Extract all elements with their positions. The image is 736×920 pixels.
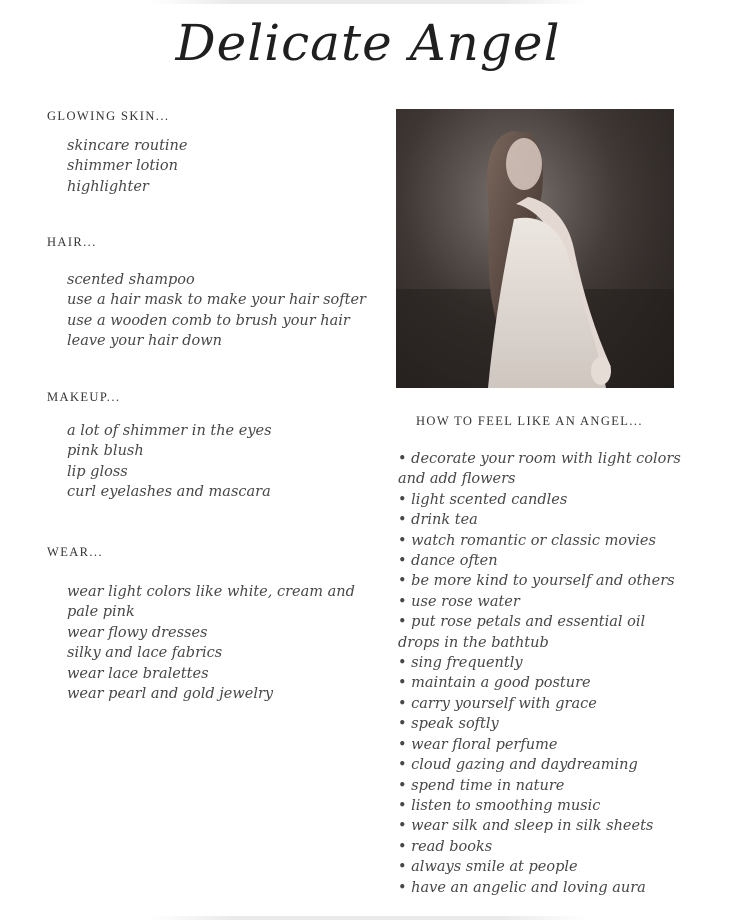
list-item: pink blush [67,443,144,460]
list-item: • put rose petals and essential oil drops in the bathtub [398,614,646,651]
page-title: Delicate Angel [175,14,561,72]
list-item: • sing frequently [398,655,523,672]
list-item: • read books [398,838,493,855]
list-item: • use rose water [398,593,520,610]
section-heading-wear: WEAR... [47,545,103,559]
section-heading-makeup: MAKEUP... [47,390,121,404]
list-item: wear flowy dresses [67,624,208,641]
list-item: use a hair mask to make your hair softer [67,292,366,309]
list-item: pale pink [67,604,135,621]
list-item: • always smile at people [398,859,578,876]
list-item: curl eyelashes and mascara [67,484,271,501]
list-item: • maintain a good posture [398,675,591,692]
list-item: leave your hair down [67,333,222,350]
list-item: • cloud gazing and daydreaming [398,757,638,774]
list-item: silky and lace fabrics [67,645,223,662]
list-item: shimmer lotion [67,158,178,175]
section-heading-angel: HOW TO FEEL LIKE AN ANGEL... [416,414,643,428]
list-item: a lot of shimmer in the eyes [67,423,272,439]
list-item: • light scented candles [398,491,568,508]
list-item: use a wooden comb to brush your hair [67,312,350,329]
list-wear [67,582,355,704]
list-makeup [67,421,272,503]
list-skin [67,136,187,197]
list-item: skincare routine [67,138,188,154]
angel-photo [396,109,674,388]
section-heading-hair: HAIR... [47,235,97,249]
list-hair [67,270,366,352]
list-item: wear lace bralettes [67,665,209,682]
list-item: • wear floral perfume [398,736,558,753]
list-item: • watch romantic or classic movies [398,532,656,549]
list-item: • dance often [398,553,498,570]
angel-figure-illustration [396,109,674,388]
list-item: highlighter [67,178,149,195]
list-item: wear pearl and gold jewelry [67,686,274,703]
section-heading-skin: GLOWING SKIN... [47,109,170,123]
list-item: • drink tea [398,512,478,529]
list-item: wear light colors like white, cream and [67,584,355,600]
list-item: • have an angelic and loving aura [398,879,646,896]
bottom-edge-shade [150,916,586,920]
list-item: lip gloss [67,463,128,480]
top-edge-shade [150,0,586,4]
list-item: • speak softly [398,716,499,733]
list-angel [398,449,683,898]
list-item: • spend time in nature [398,777,565,794]
list-item: • be more kind to yourself and others [398,573,675,590]
list-item: • carry yourself with grace [398,695,597,712]
list-item: • decorate your room with light colors and add flowers [398,451,681,488]
list-item: • wear silk and sleep in silk sheets [398,818,654,835]
list-item: • listen to smoothing music [398,797,601,814]
list-item: scented shampoo [67,272,195,288]
